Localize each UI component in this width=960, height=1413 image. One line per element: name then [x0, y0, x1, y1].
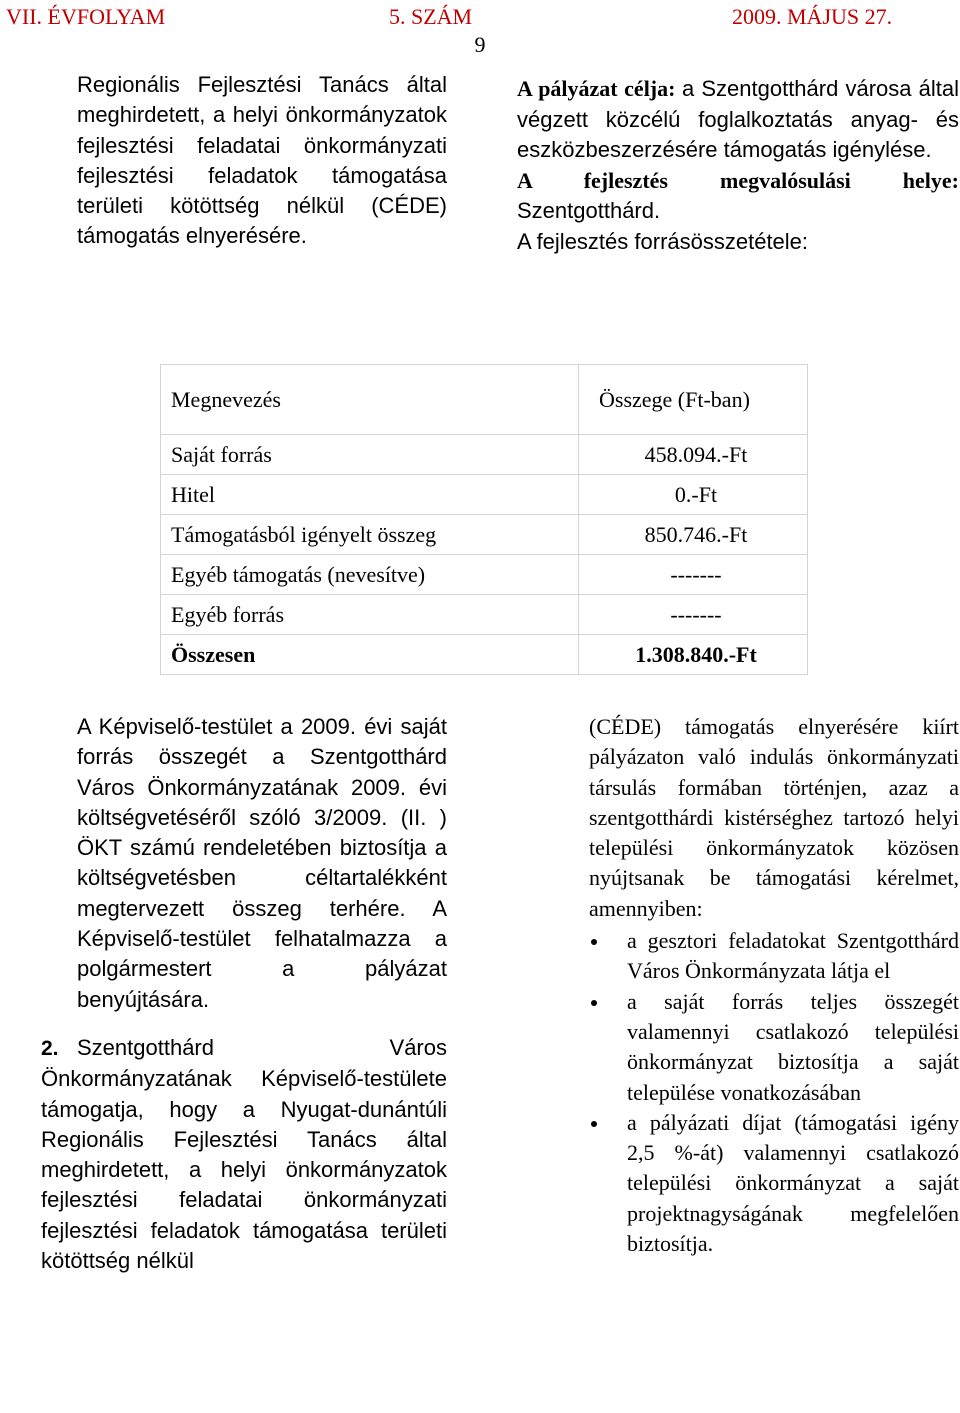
project-goal: [517, 74, 959, 166]
row-amount: 0.-Ft: [579, 475, 808, 515]
row-name: Egyéb támogatás (nevesítve): [161, 555, 579, 595]
item-2-text: Szentgotthárd Város Önkormányzatának Képviselő-testülete támogatja, hogy a Nyugat-dunántúli Regionális Fejlesztési Tanács által meghirdetett, a helyi önkormányzatok fejlesztési feladatai önkormányzati fejlesztési feladatok támogatása területi kötöttség nélkül: [41, 1034, 447, 1274]
row-amount: -------: [579, 595, 808, 635]
header-amount: Összege (Ft-ban): [579, 365, 808, 435]
header-issue: 5. SZÁM: [389, 4, 473, 29]
left-bottom-section: [41, 712, 447, 1276]
row-name: Hitel: [161, 475, 579, 515]
page-number: 9: [474, 32, 486, 57]
table-row: [161, 555, 808, 595]
resolution-item-2: [41, 1033, 447, 1276]
row-name: Egyéb forrás: [161, 595, 579, 635]
item-number: 2.: [41, 1036, 59, 1060]
list-item: a pályázati díjat (támogatási igény 2,5 %-át) valamennyi csatlakozó települési önkormányzat a saját projektnagyságának megfelelően biztosítja.: [589, 1108, 959, 1259]
left-top-text: Regionális Fejlesztési Tanács által meghirdetett, a helyi önkormányzatok fejlesztési feladatai önkormányzati fejlesztési feladatok támogatása területi kötöttség nélkül (CÉDE) támogatás elnyerésére.: [77, 72, 447, 249]
left-top-paragraph: [77, 70, 447, 252]
table-row: [161, 435, 808, 475]
table-row: [161, 515, 808, 555]
place-label: A fejlesztés megvalósulási helye:: [517, 167, 959, 193]
row-amount: 850.746.-Ft: [579, 515, 808, 555]
header-date: 2009. MÁJUS 27.: [732, 4, 893, 29]
funding-resolution-paragraph: A Képviselő-testület a 2009. évi saját forrás összegét a Szentgotthárd Város Önkormányzatának 2009. évi költségvetéséről szóló 3/2009. (II. ) ÖKT számú rendeletében biztosítja a költségvetésben céltartalékként megtervezett összeg terhére. A Képviselő-testület felhatalmazza a polgármestert a pályázat benyújtására.: [77, 714, 447, 1012]
row-name: Saját forrás: [161, 435, 579, 475]
right-top-section: [517, 74, 959, 257]
association-intro: (CÉDE) támogatás elnyerésére kiírt pályázaton való indulás önkormányzati társulás formában történjen, azaz a szentgotthárdi kistérséghez tartozó helyi települési önkormányzatok közösen nyújtsanak be támogatási kérelmet, amennyiben:: [589, 714, 959, 921]
project-place: [517, 166, 959, 227]
row-name: Támogatásból igényelt összeg: [161, 515, 579, 555]
total-amount: 1.308.840.-Ft: [579, 635, 808, 675]
goal-text: a Szentgotthárd városa által végzett közcélú foglalkoztatás anyag- és eszközbeszerzésére támogatás igénylése.: [517, 76, 960, 162]
funding-table: [160, 364, 808, 675]
header-volume: VII. ÉVFOLYAM: [6, 4, 166, 29]
table-header-row: [161, 365, 808, 435]
composition-heading: A fejlesztés forrásösszetétele:: [517, 228, 809, 254]
list-item: a gesztori feladatokat Szentgotthárd Város Önkormányzata látja el: [589, 926, 959, 987]
place-text: Szentgotthárd.: [517, 198, 661, 223]
row-amount: 458.094.-Ft: [579, 435, 808, 475]
table-row: [161, 475, 808, 515]
table-total-row: [161, 635, 808, 675]
page-header: [0, 2, 960, 32]
row-amount: -------: [579, 555, 808, 595]
list-item: a saját forrás teljes összegét valamennyi csatlakozó települési önkormányzat biztosítja a saját települése vonatkozásában: [589, 987, 959, 1108]
header-name: Megnevezés: [161, 365, 579, 435]
right-bottom-section: [589, 712, 959, 1259]
table-row: [161, 595, 808, 635]
goal-label: A pályázat célja:: [517, 76, 676, 101]
total-label: Összesen: [161, 635, 579, 675]
conditions-list: [589, 926, 959, 1259]
